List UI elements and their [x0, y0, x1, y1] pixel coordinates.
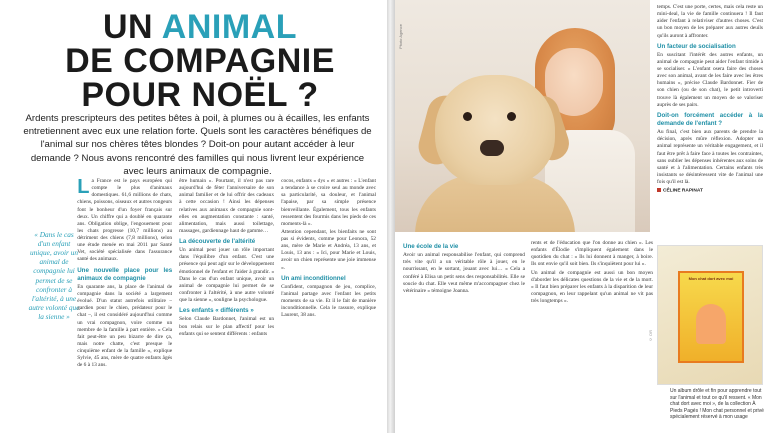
- paragraph: Selon Claude Bardonnet, l'animal est un bon relais sur le plan affectif pour les enfants qui se sentent différents : enfants: [179, 316, 275, 337]
- dog-head: [435, 75, 555, 185]
- headline-line-2: DE COMPAGNIE: [65, 42, 335, 80]
- book-photo: [657, 245, 763, 385]
- subheading: Doit-on forcément accéder à la demande de l'enfant ?: [657, 111, 763, 127]
- pull-quote: « Dans le cas d'un enfant unique, avoir un animal de compagnie lui permet de se confronter à l'altérité, à une autre volonté que la sienne »: [28, 230, 80, 321]
- right-lower-columns: [403, 240, 653, 430]
- author-byline: CÉLINE RAPINAT: [657, 188, 763, 195]
- book-caption: Un album drôle et fin pour apprendre tout sur l'animal et tout ce qu'il ressent. « Mon chat dort avec moi », de la collection À Pieds Pagés ! Mon chat personnel et privé spécialement réservé à mon usage: [670, 388, 764, 420]
- paragraph: En quarante ans, la place de l'animal de compagnie dans la société a largement évolué. D'un statut autrefois utilitaire – gardien pour le chien, prédateur pour le chat –, il est considéré aujourd'hui comme un vrai compagnon, voire comme un membre de la famille à part entière. « Cela fait peut-être un peu bizarre de dire ça, mais notre chatte, c'est presque le cinquième enfant de la famille », explique Sylvie, 45 ans, mère de quatre enfants âgés de 6 à 13 ans.: [77, 283, 173, 369]
- subheading: Les enfants « différents »: [179, 307, 254, 315]
- drop-cap: L: [77, 178, 90, 198]
- article-headline: [30, 10, 370, 112]
- book-cat-illustration: [696, 304, 726, 344]
- paragraph: Un animal peut jouer un rôle important dans l'équilibre d'un enfant. C'est une présence qui peut agir sur le développement émotionnel de l'enfant et l'aider à grandir. « Dans le cas d'un enfant unique, avoir un animal de compagnie lui permet de se confronter à l'altérité, à une autre volonté que la sienne », souligne la psychologue.: [179, 247, 275, 304]
- paragraph: Au final, c'est bien aux parents de prendre la décision, après mûre réflexion. Adopter un animal représente un véritable engagement, et il faut être prêt à faire face à toutes les contraintes, sans oublier les dépenses inhérentes aux soins de santé et à l'alimentation. Certains enfants très insistants se désintéressent vite de l'animal une fois qu'il est là.: [657, 129, 763, 186]
- lower-column-1: [403, 240, 525, 430]
- byline-square-icon: [657, 188, 661, 192]
- lower-column-2: [531, 240, 653, 430]
- body-column-3: [281, 178, 376, 428]
- paragraph: En suscitant l'intérêt des autres enfants, un animal de compagnie peut aider l'enfant timide à se socialiser. « L'enfant osera faire des choses avec son animal, avant de les faire avec les êtres humains », précise Claude Bardonnet. Fier de son chien (ou de son chat), le petit introverti trouve là également un moyen de se valoriser auprès de ses pairs.: [657, 51, 763, 108]
- subheading: Un ami inconditionnel: [281, 274, 346, 282]
- subheading: Un facteur de socialisation: [657, 42, 736, 50]
- side-credit: © DR: [648, 330, 653, 342]
- paragraph: rents et de l'éducation que l'on donne au chien ». Les enfants d'Élodie s'impliquent également dans le quotidien du chat : « Ils lui donnent à manger, à boire. Ils ont envie qu'il soit bien. Ils s'inquiètent pour lui ».: [531, 240, 653, 268]
- paragraph: cocos, enfants « dys » et autres : « L'enfant a tendance à se croire seul au monde avec sa particularité, sa douleur, et l'animal l'apaise, par sa simple présence bienveillante. Également, tous les enfants ressentent des fourmis dans les pieds de ces moments-là ».: [281, 178, 376, 227]
- girl-with-dog-photo: [395, 0, 650, 232]
- paragraph: Confident, compagnon de jeu, complice, l'animal partage avec l'enfant les petits moments de sa vie. Et il le fait de manière inconditionnelle. Cela le rassure, explique Laurent, 38 ans.: [281, 283, 376, 319]
- paragraph: Un animal de compagnie est aussi un bon moyen d'aborder les délicates questions de la vie et de la mort. « Il faut bien préparer les enfants à la disparition de leur compagnon, en leur rappelant qu'un animal ne vit pas très longtemps ».: [531, 269, 653, 304]
- headline-line-1: UN ANIMAL: [103, 8, 297, 46]
- left-body-columns: [18, 178, 376, 428]
- paragraph: Avoir un animal responsabilise l'enfant, qui comprend très vite qu'il a un véritable rôle à jouer, en le nourrissant, en le sortant, jouant avec lui… « Cela a conféré à Elisa un petit sens des responsabilités. Elle se soucie du chat. Elle veut même m'accompagner chez le vétérinaire » témoigne Joanna.: [403, 252, 525, 294]
- dog-eye-left: [463, 112, 472, 121]
- headline-accent: ANIMAL: [161, 8, 297, 46]
- paragraph: temps. C'est une porte, certes, mais cela reste un mini-deal, la vie de famille continuera ! Il faut aider l'enfant à relativiser d'autres choses. C'est un bon moyen de les préparer aux autres deuils qu'ils auront à affronter.: [657, 4, 763, 39]
- article-lede: Ardents prescripteurs des petites bêtes à poil, à plumes ou à écailles, les enfants entretiennent avec eux une relation forte. Quels sont les caractères bénéfiques de l'animal sur nos chères têtes blondes ? Doit-on pour autant accéder à leur demande ? Nous avons rencontré des familles qui nous livrent leur expérience avec leurs animaux de compagnie.: [23, 113, 372, 177]
- body-column-1: [77, 178, 172, 428]
- subheading: La découverte de l'altérité: [179, 238, 256, 245]
- paragraph: être humain ». Pourtant, il n'est pas rare aujourd'hui de fêter l'anniversaire de son animal familier et de lui offrir des cadeaux à cette occasion ! Ainsi les dépenses relatives aux animaux de compagnie sont-elles en augmentation constante : santé, alimentation, mais aussi toilettage, massages, gardiennage haut de gamme…: [179, 178, 275, 234]
- subheading: Une école de la vie: [403, 243, 459, 250]
- pullquote-spacer-column: [18, 178, 70, 428]
- paragraph: La France est le pays européen qui compte le plus d'animaux domestiques. 61,6 millions de chats, chiens, poissons, oiseaux et autres rongeurs font le bonheur d'un foyer français sur deux. Un chiffre qui a doublé en quarante ans. Obligation oblige, l'engouement pour les chats progresse (10,7 millions) au détriment des chiens (7,8 millions), selon une étude menée en mai 2011 par Santé Vet, société spécialisée dans l'assurance santé des animaux.: [77, 178, 173, 263]
- book-title: Mon chat dort avec moi: [688, 276, 734, 281]
- dog-eye-right: [507, 112, 516, 121]
- page-gutter: [387, 0, 395, 433]
- body-column-2: [179, 178, 274, 428]
- photo-credit: Photo Agence: [398, 24, 403, 49]
- headline-line-3: POUR NOËL ?: [81, 76, 319, 114]
- subheading: Une nouvelle place pour les animaux de compagnie: [77, 266, 173, 282]
- right-page: [395, 0, 770, 433]
- dog-nose: [480, 140, 504, 156]
- paragraph: Attention cependant, les bienfaits ne sont pas si évidents, comme pour Leonora, 52 ans, mère de Marie et Andréa, 13 ans, et Louis, 13 ans : « Ici, pour Marie et Louis, avoir un chien représente une joie immense ».: [281, 228, 376, 271]
- right-top-column: [657, 4, 763, 195]
